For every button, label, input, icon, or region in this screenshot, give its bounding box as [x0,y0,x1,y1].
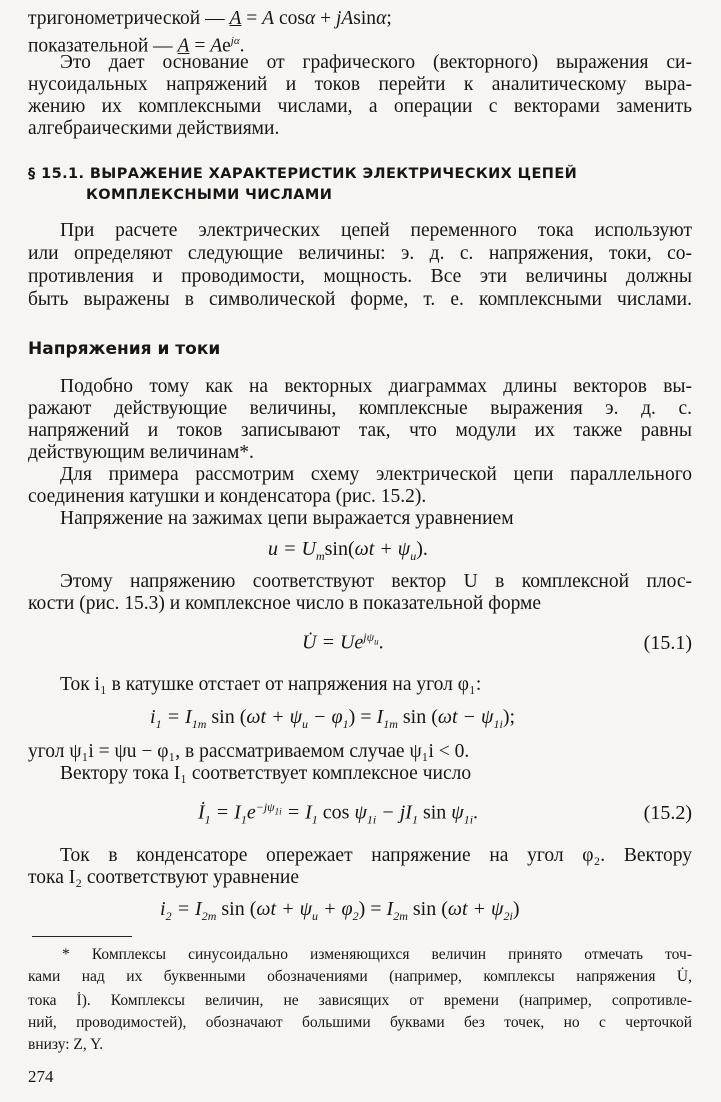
footnote-line: ками над их буквенными обозначениями (например, комплексы напряжения U̇, [28,968,692,985]
section-heading-line-1: § 15.1. ВЫРАЖЕНИЕ ХАРАКТЕРИСТИК ЭЛЕКТРИЧЕСКИХ ЦЕПЕЙ [28,166,578,182]
intro-line: или определяют следующие величины: э. д. с. напряжения, токи, со- [28,243,692,264]
para1-line: напряжений и токов записывают так, что модули их также равны [28,420,692,441]
equation-i1: $i_1 = I_{1m}$ $\sin (\omega t + \psi_u - \varphi_1) = I_{1m}$ $\sin (\omega t - \psi_{1i})$; [150,706,516,731]
intro-line: быть выражены в символической форме, т. е. комплексными числами. [28,289,692,310]
equation-u: $u = U_m\sin(\omega t + \psi_u)$. [268,538,428,563]
top-para-line: нусоидальных напряжений и токов перейти к аналитическому выра- [28,74,692,95]
footnote-line: тока İ). Комплексы величин, не зависящих от времени (например, сопротивле- [28,992,692,1009]
para1-line: Подобно тому как на векторных диаграммах длины векторов вы- [60,376,692,397]
para2-line: Для примера рассмотрим схему электрической цепи параллельного [60,464,692,485]
top-line-1: тригонометрической — A = A cosα + jAsinα; [28,8,392,29]
equation-number-15-2: (15.2) [643,802,692,824]
equation-number-15-1: (15.1) [643,632,692,654]
top-para-line: Это дает основание от графического (векторного) выражения си- [60,52,692,73]
para2-line: соединения катушки и конденсатора (рис. 15.2). [28,486,427,507]
section-heading-line-2: КОМПЛЕКСНЫМИ ЧИСЛАМИ [86,187,333,203]
para1-line: действующим величинам*. [28,442,254,463]
top-para-line: жению их комплексными числами, а операции с векторами заменить [28,96,692,117]
footnote-line: внизу: Z, Y. [28,1036,104,1053]
para4-line: Этому напряжению соответствуют вектор U в комплексной плос- [60,571,692,592]
top-line-2: показательной — $A = Ae^{j\alpha}$. [28,35,245,57]
para1-line: ражают действующие величины, комплексные выражения э. д. с. [28,398,692,419]
para8-line: тока I₂ соответствуют уравнение [28,867,299,888]
equation-15-1: U̇ = $Ue^{j\psi_u}$. [302,630,384,654]
page-number: 274 [28,1067,54,1086]
intro-line: При расчете электрических цепей переменного тока используют [60,220,692,241]
footnote-line: ний, проводимостей), обозначают большими буквами без точек, но с черточкой [28,1014,692,1031]
para7-line: Вектору тока I₁ соответствует комплексное число [60,763,472,784]
para8-line: Ток в конденсаторе опережает напряжение на угол φ₂. Вектору [60,845,692,866]
footnote-rule [32,936,132,937]
para6-line: угол ψ₁i = ψu − φ₁, в рассматриваемом случае ψ₁i < 0. [28,741,470,762]
equation-15-2: $İ_1 = I_1e^{-j\psi_{1i}} = I_1$ $\cos \psi_{1i} - jI_1$ $\sin \psi_{1i}$. [198,800,479,827]
equation-i2: $i_2 = I_{2m}$ $\sin (\omega t + \psi_u + \varphi_2) = I_{2m}$ $\sin (\omega t + \psi_{2i})$ [160,898,520,923]
subsection-heading: Напряжения и токи [28,339,221,359]
top-para-line: алгебраическими действиями. [28,118,280,139]
intro-line: противления и проводимости, мощность. Все эти величины должны [28,266,692,287]
footnote-line: * Комплексы синусоидально изменяющихся величин принято отмечать точ- [62,946,692,963]
para4-line: кости (рис. 15.3) и комплексное число в показательной форме [28,593,542,614]
para5-line: Ток i₁ в катушке отстает от напряжения на угол φ₁: [60,674,482,695]
para3-line: Напряжение на зажимах цепи выражается уравнением [60,508,514,529]
